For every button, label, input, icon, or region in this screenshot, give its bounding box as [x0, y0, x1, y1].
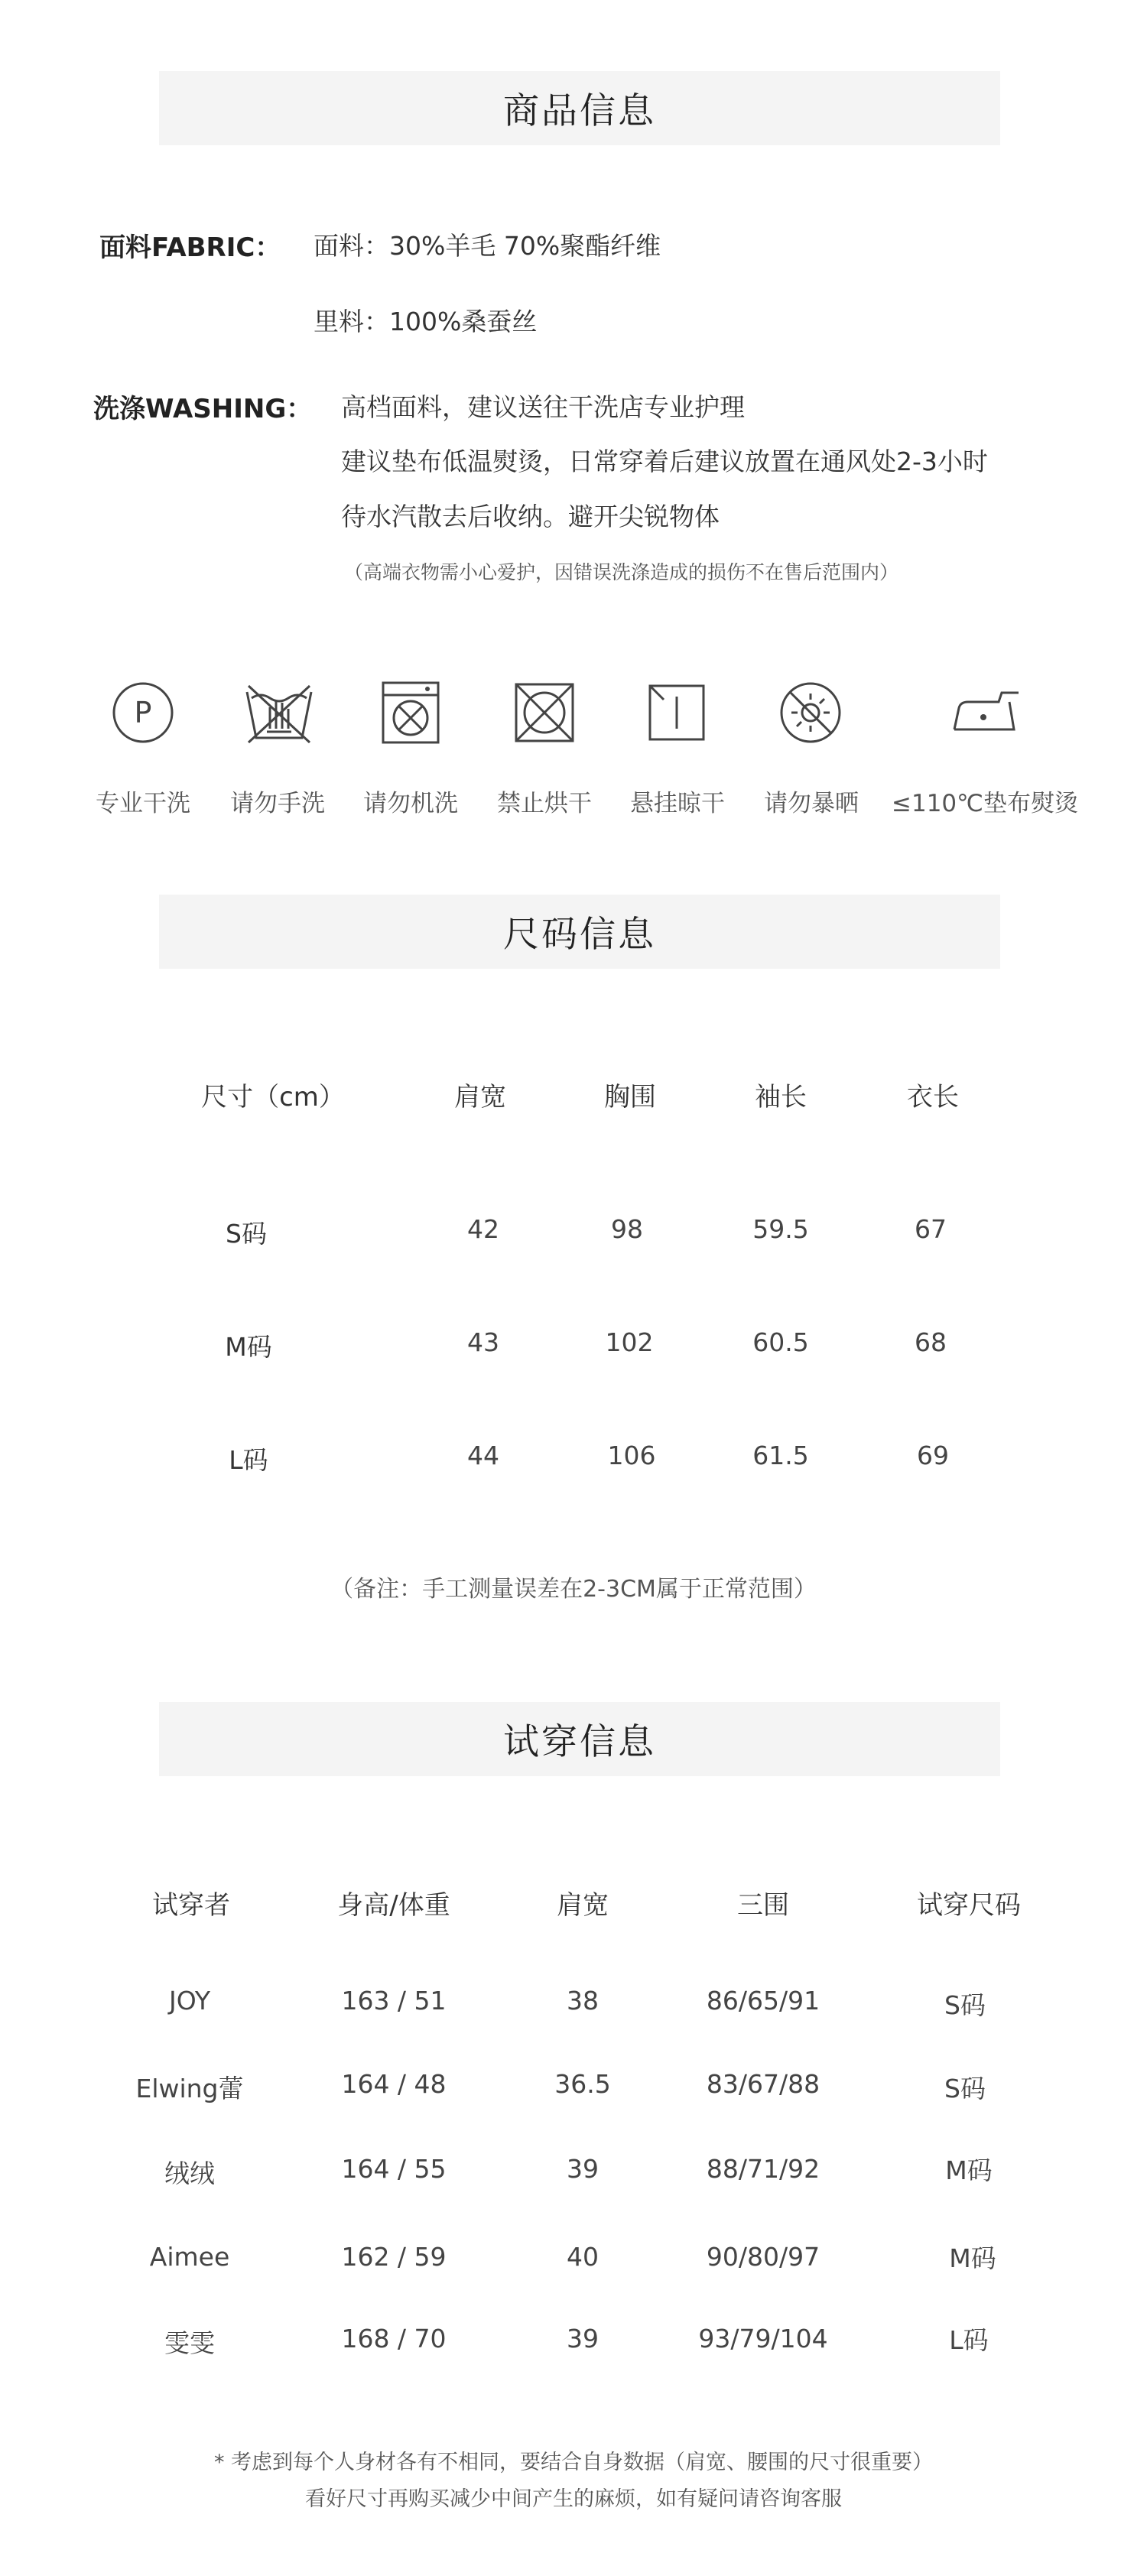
- product-info-title: 商品信息: [503, 90, 656, 132]
- tryon-cell: 163 / 51: [341, 1986, 447, 2016]
- fabric-label: 面料FABRIC：: [99, 232, 281, 263]
- tryon-cell: 90/80/97: [706, 2242, 820, 2272]
- size-info-title: 尺码信息: [503, 914, 656, 956]
- tryon-cell: 38: [567, 1986, 599, 2016]
- tryon-header-name: 试穿者: [152, 1890, 230, 1921]
- tryon-cell: 168 / 70: [341, 2324, 447, 2353]
- size-cell: 43: [467, 1327, 499, 1357]
- tryon-cell: 162 / 59: [341, 2242, 447, 2272]
- iron-icon: [939, 667, 1031, 759]
- care-label-tumble-dry: 禁止烘干: [497, 790, 592, 817]
- tryon-header-measurements: 三围: [737, 1890, 789, 1921]
- size-cell: 69: [917, 1441, 949, 1470]
- tryon-cell: S码: [944, 1990, 986, 2020]
- size-cell: 67: [915, 1214, 947, 1244]
- no-sun-icon: [765, 667, 856, 759]
- dry-clean-icon: [97, 667, 189, 759]
- fabric-shell: 面料：30%羊毛 70%聚酯纤维: [314, 231, 661, 261]
- tryon-cell: 93/79/104: [698, 2324, 828, 2353]
- tryon-header-size: 试穿尺码: [917, 1890, 1021, 1921]
- tryon-cell: M码: [949, 2243, 996, 2273]
- tryon-cell-name: JOY: [168, 1986, 211, 2016]
- svg-text:P: P: [134, 696, 152, 729]
- size-header-bust: 胸围: [604, 1082, 656, 1113]
- size-header-sleeve: 袖长: [755, 1082, 807, 1113]
- size-note: （备注：手工测量误差在2-3CM属于正常范围）: [330, 1576, 817, 1603]
- tryon-cell: 40: [567, 2242, 599, 2272]
- tryon-header-shoulder: 肩宽: [557, 1890, 609, 1921]
- tryon-cell: S码: [944, 2074, 986, 2103]
- tryon-cell: 164 / 48: [341, 2069, 447, 2099]
- footer-note-2: 看好尺寸再购买减少中间产生的麻烦，如有疑问请咨询客服: [305, 2487, 842, 2511]
- size-header-length: 衣长: [907, 1082, 959, 1113]
- tryon-cell-name: Elwing蕾: [135, 2074, 244, 2103]
- tryon-cell-name: 雯雯: [164, 2328, 215, 2358]
- washing-machine-icon: [365, 667, 457, 759]
- size-cell: 61.5: [752, 1441, 809, 1470]
- size-cell: 106: [607, 1441, 656, 1470]
- care-label-machine-wash: 请勿机洗: [363, 790, 458, 817]
- tryon-cell: 83/67/88: [706, 2069, 820, 2099]
- washing-line-1: 高档面料，建议送往干洗店专业护理: [341, 392, 745, 422]
- size-cell: 59.5: [752, 1214, 809, 1244]
- tryon-cell: L码: [949, 2325, 989, 2355]
- fabric-lining: 里料：100%桑蚕丝: [314, 307, 538, 336]
- tryon-cell: 88/71/92: [706, 2154, 820, 2184]
- size-cell: 44: [467, 1441, 499, 1470]
- tryon-cell: 36.5: [554, 2069, 611, 2099]
- washing-line-3: 待水汽散去后收纳。避开尖锐物体: [341, 502, 720, 531]
- size-row-label: S码: [226, 1219, 267, 1249]
- tryon-cell: 164 / 55: [341, 2154, 447, 2184]
- size-cell: 98: [611, 1214, 643, 1244]
- tryon-info-header: [159, 1702, 1000, 1776]
- size-header-shoulder: 肩宽: [454, 1082, 506, 1113]
- size-cell: 68: [915, 1327, 947, 1357]
- care-label-iron: ≤110℃垫布熨烫: [892, 790, 1078, 817]
- tryon-header-height-weight: 身高/体重: [337, 1890, 450, 1921]
- care-label-no-sun: 请勿暴晒: [764, 790, 859, 817]
- hang-dry-icon: [631, 667, 723, 759]
- tryon-cell: 39: [567, 2324, 599, 2353]
- washing-note: （高端衣物需小心爱护，因错误洗涤造成的损伤不在售后范围内）: [344, 561, 899, 583]
- size-row-label: M码: [225, 1332, 272, 1362]
- tryon-info-title: 试穿信息: [503, 1721, 656, 1763]
- hand-wash-icon: [233, 667, 325, 759]
- no-tumble-dry-icon: [499, 667, 590, 759]
- tryon-cell: 86/65/91: [706, 1986, 820, 2016]
- product-info-header: [159, 71, 1000, 145]
- washing-line-2: 建议垫布低温熨烫，日常穿着后建议放置在通风处2-3小时: [341, 447, 988, 476]
- size-info-header: [159, 895, 1000, 969]
- size-row-label: L码: [229, 1445, 268, 1475]
- tryon-cell-name: Aimee: [149, 2242, 230, 2272]
- tryon-cell-name: 绒绒: [164, 2159, 215, 2188]
- size-cell: 102: [605, 1327, 654, 1357]
- washing-label: 洗涤WASHING：: [93, 394, 313, 424]
- tryon-cell: 39: [567, 2154, 599, 2184]
- footer-note-1: * 考虑到每个人身材各有不相同，要结合自身数据（肩宽、腰围的尺寸很重要）: [213, 2451, 934, 2474]
- care-label-hang-dry: 悬挂晾干: [630, 790, 725, 817]
- size-cell: 60.5: [752, 1327, 809, 1357]
- size-header-size: 尺寸（cm）: [201, 1082, 345, 1113]
- care-label-dry-clean: 专业干洗: [96, 790, 190, 817]
- tryon-cell: M码: [945, 2155, 993, 2185]
- size-cell: 42: [467, 1214, 499, 1244]
- care-label-hand-wash: 请勿手洗: [230, 790, 325, 817]
